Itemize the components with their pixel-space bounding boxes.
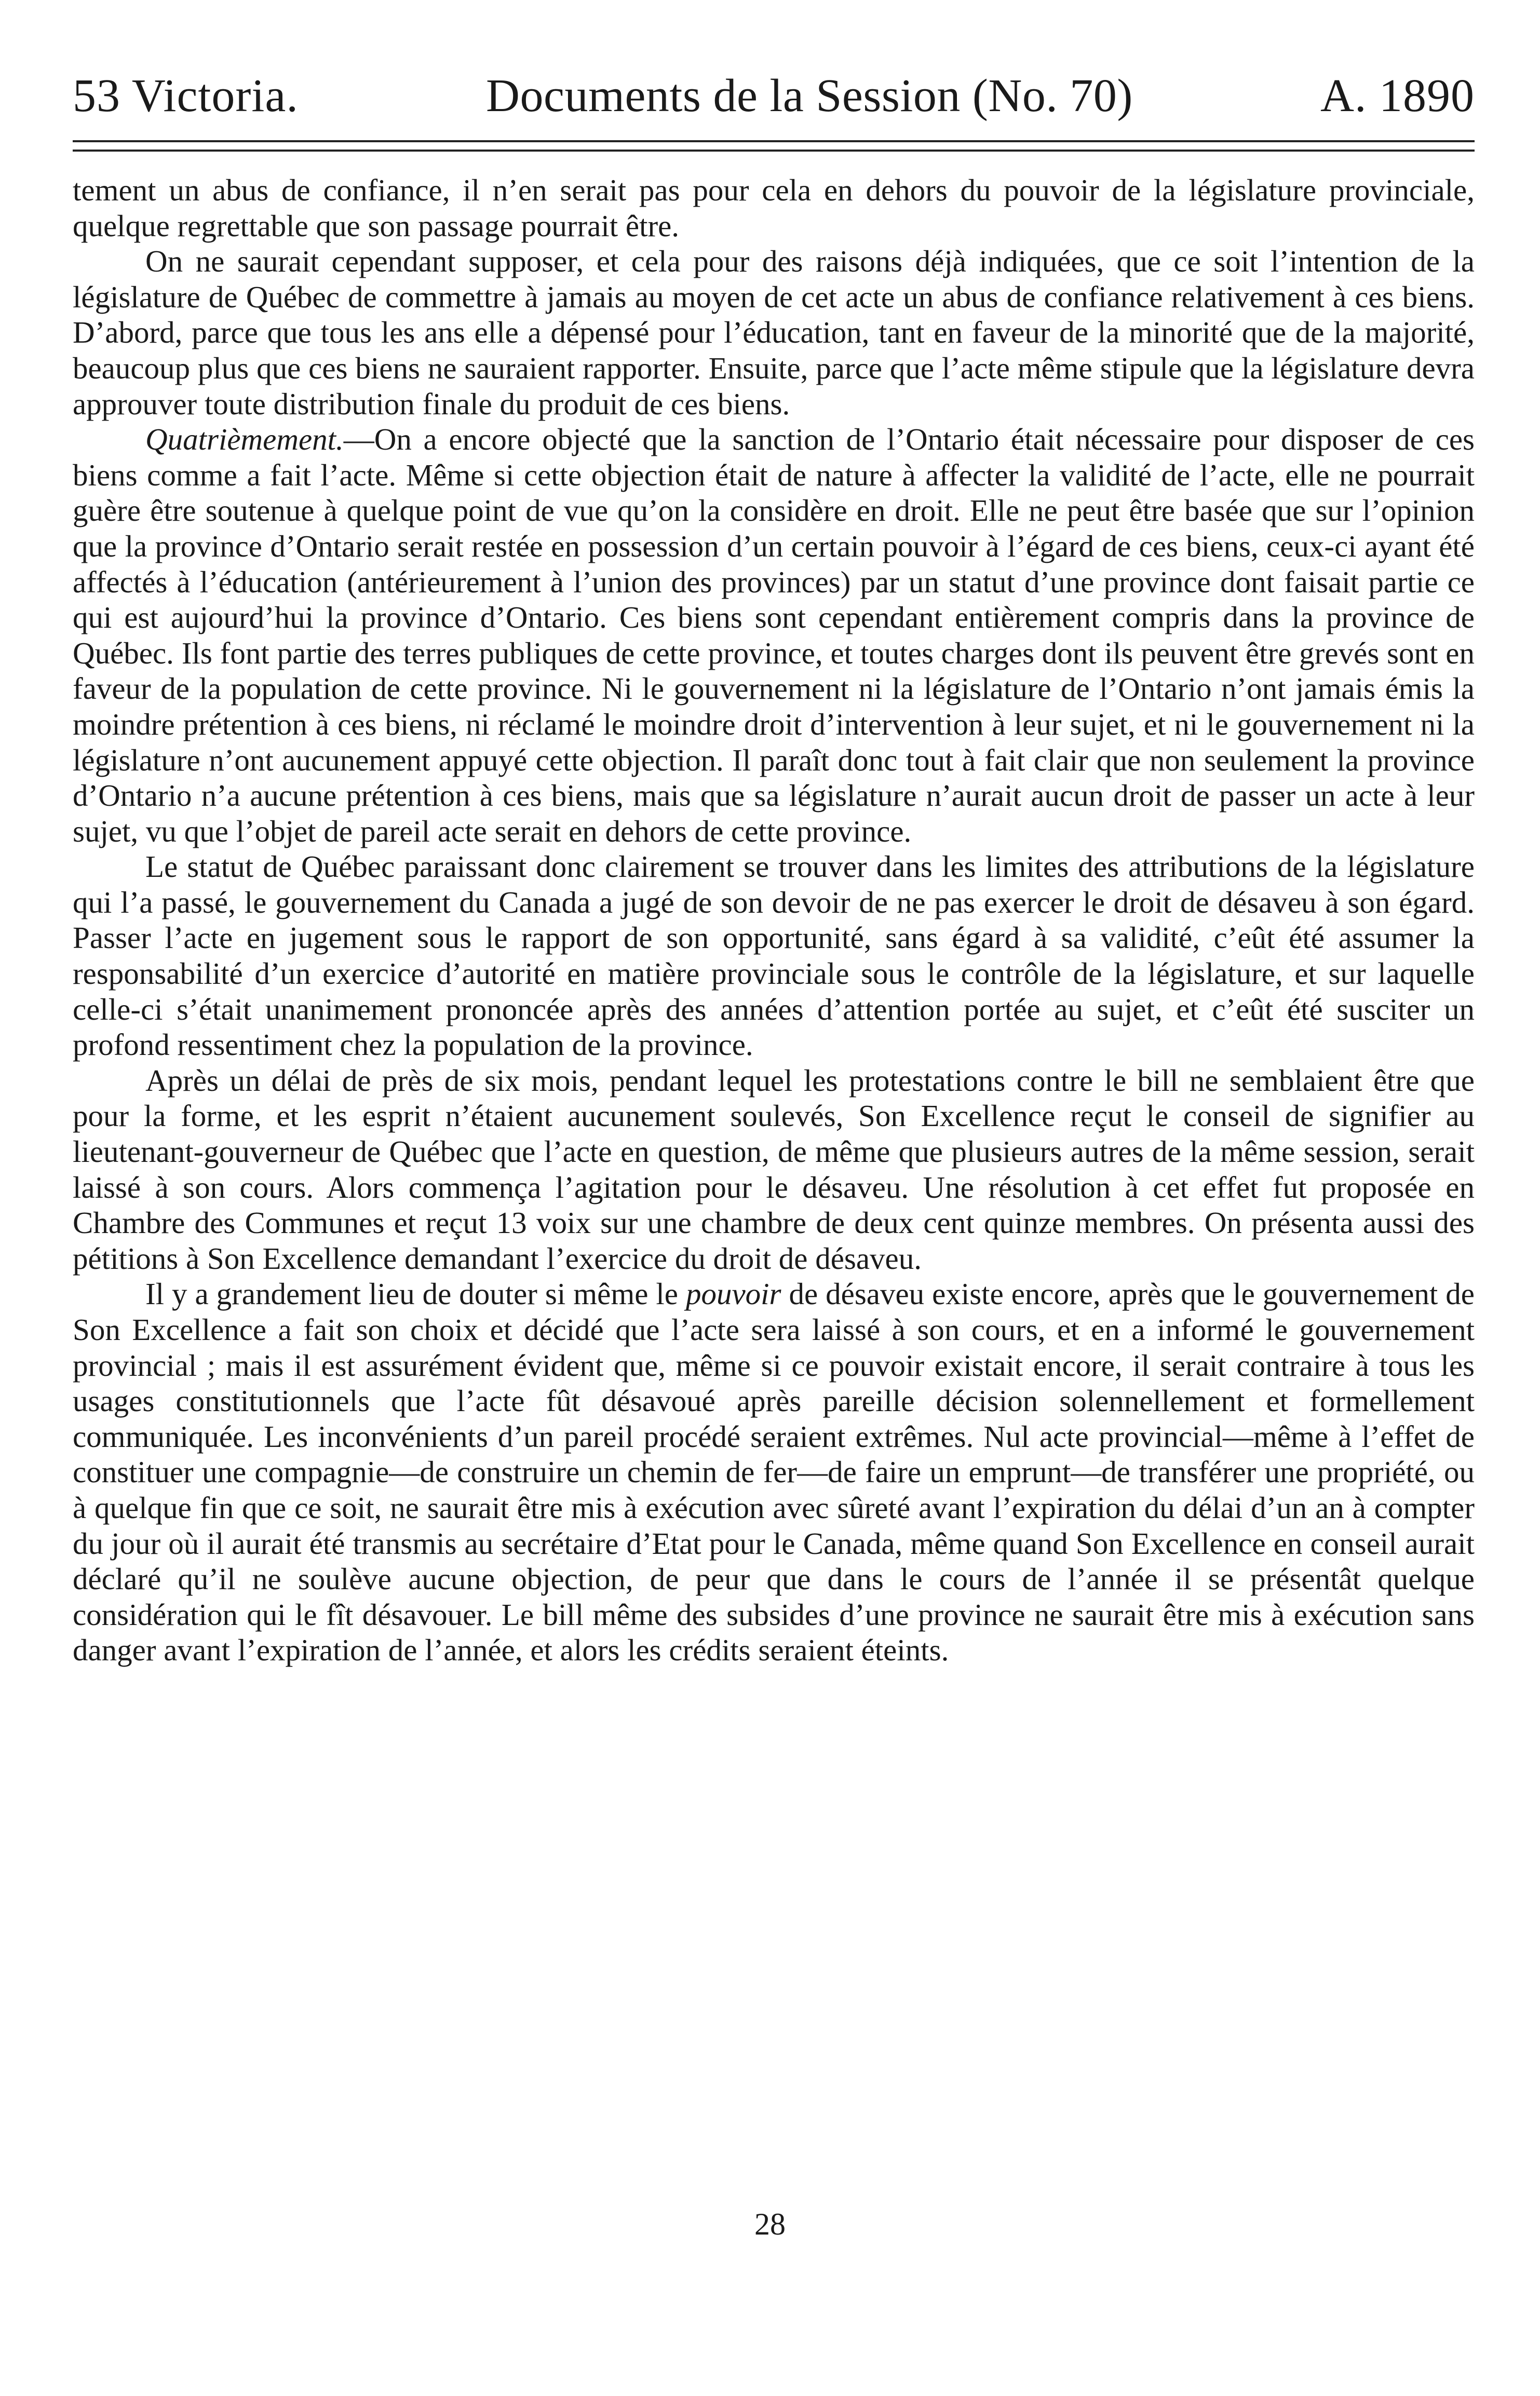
header-regnal-year: 53 Victoria. — [73, 70, 299, 121]
paragraph-3: Quatrièmement.—On a encore objecté que la sanction de l’Ontario était nécessaire pour disposer de ces biens comme a fait l’acte. Même si cette objection était de nature à affecter la validité de l’acte, elle ne pourrait guère être soutenue à quelque point de vue qu’on la considère en droit. Elle ne peut être basée que sur l’opinion que la province d’Ontario serait restée en possession d’un certain pouvoir à l’égard de ces biens, ceux-ci ayant été affectés à l’éducation (antérieurement à l’union des provinces) par un statut d’une province dont faisait partie ce qui est aujourd’hui la province d’Ontario. Ces biens sont cependant entièrement compris dans la province de Québec. Ils font partie des terres publiques de cette province, et toutes charges dont ils peuvent être grevés sont en faveur de la population de cette province. Ni le gouvernement ni la législature de l’Ontario n’ont jamais émis la moindre prétention à ces biens, ni réclamé le moindre droit d’intervention à leur sujet, et ni le gouvernement ni la législature n’ont aucunement appuyé cette objection. Il paraît donc tout à fait clair que non seulement la province d’Ontario n’a aucune prétention à ces biens, mais que sa législature n’aurait aucun droit de passer un acte à leur sujet, vu que l’objet de pareil acte serait en dehors de cette province. — [73, 422, 1475, 848]
paragraph-6: Il y a grandement lieu de douter si même le pouvoir de désaveu existe encore, après que le gouvernement de Son Excellence a fait son choix et décidé que l’acte sera laissé à son cours, et en a informé le gouvernement provincial ; mais il est assurément évident que, même si ce pouvoir existait encore, il serait contraire à tous les usages constitutionnels que l’acte fût désavoué après pareille décision solennellement et formellement communiquée. Les inconvénients d’un pareil procédé seraient extrêmes. Nul acte provincial—même à l’effet de constituer une compagnie—de construire un chemin de fer—de faire un emprunt—de transférer une propriété, ou à quelque fin que ce soit, ne saurait être mis à exécution avec sûreté avant l’expiration du délai d’un an à compter du jour où il aurait été transmis au secrétaire d’Etat pour le Canada, même quand Son Excellence en conseil aurait déclaré qu’il ne soulève aucune objection, de peur que dans le cours de l’année il se présentât quelque considération qui le fît désavouer. Le bill même des subsides d’une province ne saurait être mis à exécution sans danger avant l’expiration de l’année, et alors les crédits seraient éteints. — [73, 1277, 1475, 1668]
paragraph-5: Après un délai de près de six mois, pendant lequel les protestations contre le bill ne semblaient être que pour la forme, et les esprit n’étaient aucunement soulevés, Son Excellence reçut le conseil de signifier au lieutenant-gouverneur de Québec que l’acte en question, de même que plusieurs autres de la même session, serait laissé à son cours. Alors commença l’agitation pour le désaveu. Une résolution à cet effet fut proposée en Chambre des Communes et reçut 13 voix sur une chambre de deux cent quinze membres. On présenta aussi des pétitions à Son Excellence demandant l’exercice du droit de désaveu. — [73, 1063, 1475, 1276]
document-page — [73, 67, 1475, 1668]
page-number: 28 — [754, 2207, 786, 2241]
header-year: A. 1890 — [1320, 70, 1475, 121]
paragraph-4: Le statut de Québec paraissant donc clairement se trouver dans les limites des attributions de la législature qui l’a passé, le gouvernement du Canada a jugé de son devoir de ne pas exercer le droit de désaveu à son égard. Passer l’acte en jugement sous le rapport de son opportunité, sans égard à sa validité, c’eût été assumer la responsabilité d’un exercice d’autorité en matière provinciale sous le contrôle de la législature, et sur laquelle celle-ci s’était unanimement prononcée après des années d’attention portée au sujet, et c’eût été susciter un profond ressentiment chez la population de la province. — [73, 849, 1475, 1062]
running-header — [73, 67, 1475, 125]
paragraph-3-lead: Quatrièmement. — [145, 422, 344, 457]
paragraph-1: tement un abus de confiance, il n’en serait pas pour cela en dehors du pouvoir de la législature provinciale, quelque regrettable que son passage pourrait être. — [73, 173, 1475, 243]
paragraph-6-emphasis: pouvoir — [685, 1277, 781, 1311]
header-double-rule — [73, 140, 1475, 152]
paragraph-2: On ne saurait cependant supposer, et cela pour des raisons déjà indiquées, que ce soit l’intention de la législature de Québec de commettre à jamais au moyen de cet acte un abus de confiance relativement à ces biens. D’abord, parce que tous les ans elle a dépensé pour l’éducation, tant en faveur de la minorité que de la majorité, beaucoup plus que ces biens ne sauraient rapporter. Ensuite, parce que l’acte même stipule que la législature devra approuver toute distribution finale du produit de ces biens. — [73, 244, 1475, 421]
body-text — [73, 172, 1475, 1668]
header-session-title: Documents de la Session (No. 70) — [486, 70, 1133, 121]
